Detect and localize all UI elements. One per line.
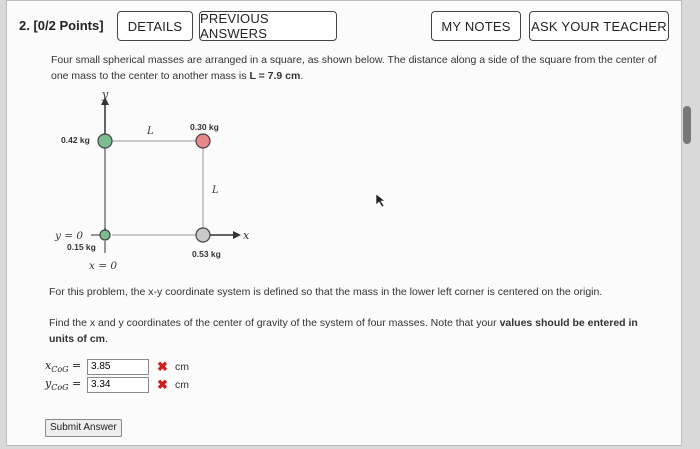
mass-bottom-right-label: 0.53 kg	[192, 249, 221, 259]
right-side-length-label: L	[212, 185, 219, 196]
incorrect-x-icon: ✖	[157, 359, 168, 374]
mouse-cursor-icon	[375, 193, 387, 209]
mass-top-left-label: 0.42 kg	[61, 135, 90, 145]
y-zero-label: y = 0	[55, 230, 84, 242]
x-cog-label: $x_{CoG}$ =	[45, 359, 82, 375]
x-axis-arrow-icon	[233, 231, 241, 239]
x-axis-label: x	[243, 229, 250, 242]
scrollbar-thumb[interactable]	[683, 106, 691, 144]
my-notes-button[interactable]: MY NOTES	[431, 11, 521, 41]
x-cog-unit: cm	[175, 361, 189, 373]
previous-answers-button[interactable]: PREVIOUS ANSWERS	[199, 11, 337, 41]
question-number: 2. [0/2 Points]	[19, 18, 104, 33]
mass-bottom-right	[196, 228, 210, 242]
mass-bottom-left	[100, 230, 110, 240]
task-instructions: Find the x and y coordinates of the center of gravity of the system of four masses. Note that your values should be entered in units of cm.	[49, 317, 638, 345]
y-cog-input[interactable]	[87, 377, 149, 393]
ask-your-teacher-button[interactable]: ASK YOUR TEACHER	[529, 11, 669, 41]
mass-top-left	[98, 134, 112, 148]
incorrect-y-icon: ✖	[157, 377, 168, 392]
mass-square-diagram	[7, 1, 683, 291]
problem-description: Four small spherical masses are arranged in a square, as shown below. The distance along a side of the square from the center of one mass to the center to another mass is L = 7.9 cm.	[51, 54, 657, 82]
length-value: L = 7.9 cm	[249, 70, 301, 82]
y-axis-label: y	[102, 88, 109, 101]
mass-bottom-left-label: 0.15 kg	[67, 242, 96, 252]
question-card	[6, 0, 682, 446]
mass-top-right-label: 0.30 kg	[190, 122, 219, 132]
x-zero-label: x = 0	[89, 260, 118, 272]
top-side-length-label: L	[147, 126, 154, 137]
details-button[interactable]: DETAILS	[117, 11, 193, 41]
mass-top-right	[196, 134, 210, 148]
x-cog-input[interactable]	[87, 359, 149, 375]
x-cog-answer-row	[45, 358, 189, 376]
submit-answer-button[interactable]: Submit Answer	[45, 419, 122, 437]
y-cog-answer-row	[45, 376, 189, 394]
y-cog-label: $y_{CoG}$ =	[45, 377, 82, 393]
y-cog-unit: cm	[175, 379, 189, 391]
coordinate-system-note: For this problem, the x-y coordinate system is defined so that the mass in the lower left corner is centered on the origin.	[49, 286, 603, 298]
